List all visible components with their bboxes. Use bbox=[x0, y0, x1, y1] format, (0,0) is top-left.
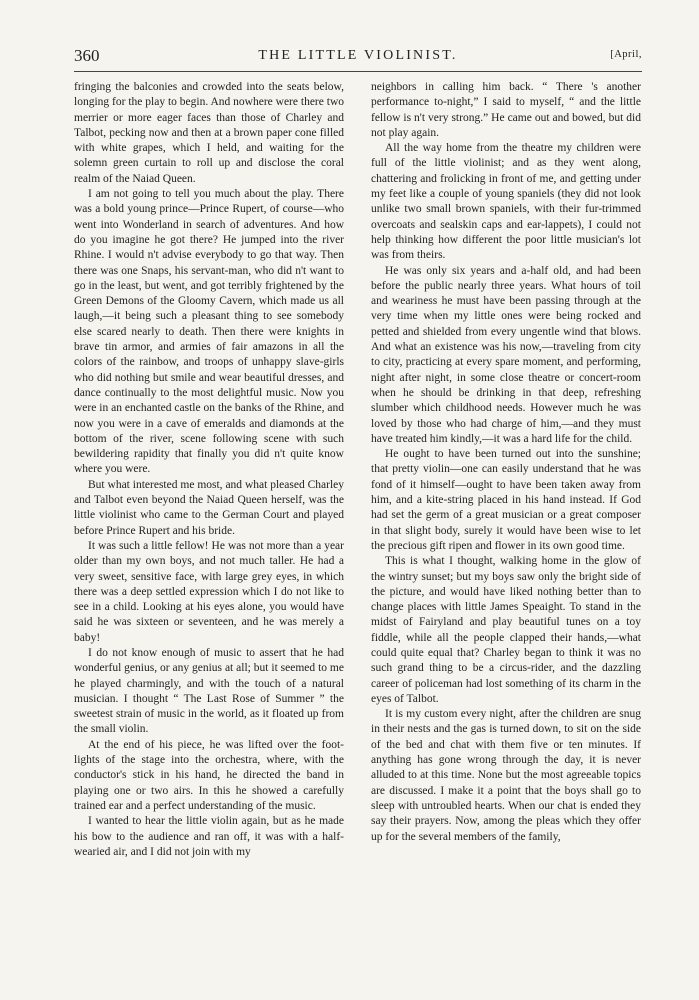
paragraph: He ought to have been turned out into the sunshine; that pretty violin—one can easily understand that he was fond of it himself—ought to have been taken away from him, and a kite-string placed in his hand instead. If God had set the germ of a great musician or a great composer in that slight body, surely it would have been wise to let the precious gift ripen and flower in its own good time. bbox=[371, 448, 641, 552]
header-rule bbox=[74, 71, 642, 72]
paragraph: I am not going to tell you much about the play. There was a bold young prince—Prince Rupert, of course—who went into Wonderland in search of adventures. And how do you imagine he got there? He jumped into the river Rhine. I would n't advise everybody to go that way. Then there was one Snaps, his servant-man, who did n't want to go in the least, but went, and got terribly frightened by the Green Demons of the Gloomy Cavern, which made us all laugh,—it being such a pleasant thing to see somebody else scared nearly to death. Then there were knights in brave tin armor, and armies of fair amazons in all the colors of the rainbow, and troops of unhappy slave-girls who did nothing but smile and wear beautiful dresses, and dance continually to the most delightful music. Now you were in an enchanted castle on the banks of the Rhine, and now you were in a cave of emeralds and diamonds at the bottom of the river, scene following scene with such bewildering rapidity that finally you did n't quite know where you were. bbox=[74, 188, 344, 476]
left-column bbox=[74, 80, 344, 860]
paragraph: All the way home from the theatre my children were full of the little violinist; and as they went along, chattering and frolicking in front of me, and getting under my feet like a couple of young spaniels (they did not look unlike two small brown spaniels, with their fur-trimmed overcoats and sealskin caps and ear-lappets), I could not help thinking how different the poor little musician's lot was from theirs. bbox=[371, 142, 641, 262]
paragraph: At the end of his piece, he was lifted over the foot-lights of the stage into the orchestra, where, with the conductor's stick in his hand, he directed the band in playing one or two airs. In this he showed a carefully trained ear and a perfect understanding of the music. bbox=[74, 738, 344, 812]
paragraph: This is what I thought, walking home in the glow of the wintry sunset; but my boys saw only the bright side of the picture, and would have liked nothing better than to change places with little James Speaight. To stand in the midst of Fairyland and play beautiful tunes on a toy fiddle, while all the people clapped their hands,—what could quite equal that? Charley began to think it was no such grand thing to be a circus-rider, and the dazzling career of policeman had lost something of its charm in the eyes of Talbot. bbox=[371, 555, 641, 705]
paragraph: It was such a little fellow! He was not more than a year older than my own boys, and not much taller. He had a very sweet, sensitive face, with large grey eyes, in which there was a deep settled expression which I do not like to see in a child. Looking at his eyes alone, you would have said he was sixteen or seventeen, and he was merely a baby! bbox=[74, 539, 344, 644]
paragraph: I do not know enough of music to assert that he had wonderful genius, or any genius at all; but it seemed to me he played charmingly, and with the touch of a natural musician. I thought “ The Last Rose of Summer ” the sweetest strain of music in the world, as it floated up from the small violin. bbox=[74, 646, 344, 736]
running-title: THE LITTLE VIOLINIST. bbox=[258, 48, 458, 63]
right-column bbox=[371, 80, 641, 845]
page-number: 360 bbox=[74, 46, 100, 65]
running-header bbox=[74, 46, 642, 68]
paragraph: neighbors in calling him back. “ There 's another performance to-night,” I said to myself, “ and the little fellow is n't very strong.” He came out and bowed, but did not play again. bbox=[371, 81, 641, 139]
paragraph: fringing the balconies and crowded into the seats below, longing for the play to begin. And nowhere were there two merrier or more eager faces than those of Charley and Talbot, pecking now and then at a brown paper cone filled with white grapes, which I held, and waiting for the solemn green curtain to roll up and disclose the coral realm of the Naiad Queen. bbox=[74, 81, 344, 185]
paragraph: But what interested me most, and what pleased Charley and Talbot even beyond the Naiad Queen herself, was the little violinist who came to the German Court and played before Prince Rupert and his bride. bbox=[74, 478, 344, 537]
paragraph: It is my custom every night, after the children are snug in their nests and the gas is turned down, to sit on the side of the bed and chat with them five or ten minutes. If anything has gone wrong through the day, it is never alluded to at this time. None but the most agreeable topics are discussed. I make it a point that the boys shall go to sleep with untroubled hearts. When our chat is ended they say their prayers. Now, among the pleas which they offer up for the several members of the family, bbox=[371, 708, 641, 843]
running-month: [April, bbox=[610, 49, 642, 60]
paragraph: I wanted to hear the little violin again, but as he made his bow to the audience and ran off, it was with a half-wearied air, and I did not join with my bbox=[74, 815, 344, 858]
paragraph: He was only six years and a-half old, and had been before the public nearly three years. What hours of toil and weariness he must have been passing through at the very time when my little ones were being rocked and petted and shielded from every ungentle wind that blows. And what an existence was his now,—traveling from city to city, practicing at every spare moment, and performing, night after night, in some close theatre or concert-room when he should be drinking in that deep, refreshing slumber which childhood needs. However much he was loved by those who had charge of him,—and they must have treated him kindly,—it was a hard life for the child. bbox=[371, 264, 641, 445]
